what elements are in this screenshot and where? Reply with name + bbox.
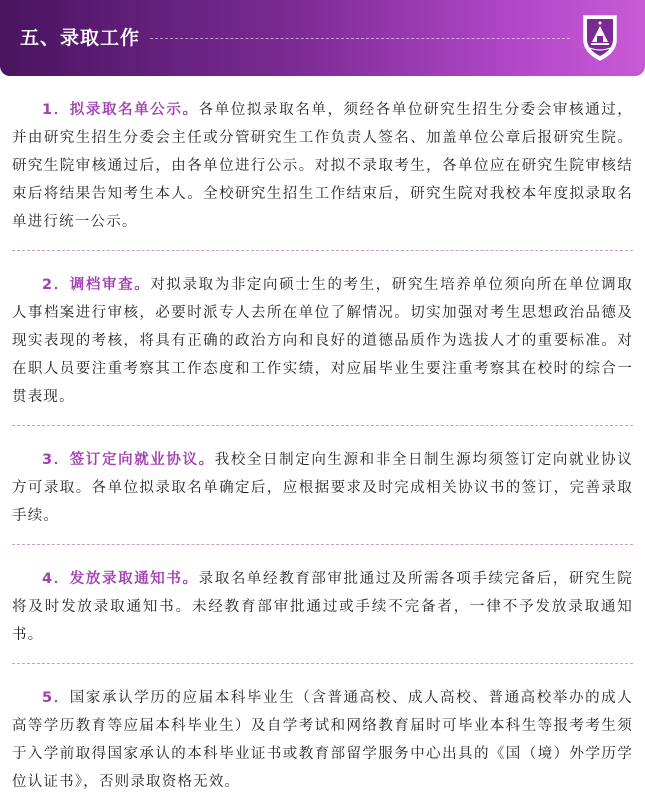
item-1-heading: 1．拟录取名单公示。 (42, 102, 199, 118)
item-2-heading: 2．调档审查。 (42, 277, 151, 293)
item-3-heading: 3．签订定向就业协议。 (42, 452, 215, 468)
item-4-body: 录取名单经教育部审批通过及所需各项手续完备后，研究生院将及时发放录取通知书。未经教育部审批通过或手续不完备者，一律不予发放录取通知书。 (12, 571, 633, 643)
item-3-body: 我校全日制定向生源和非全日制生源均须签订定向就业协议方可录取。各单位拟录取名单确定后，应根据要求及时完成相关协议书的签订，完善录取手续。 (12, 452, 633, 524)
item-1 (0, 76, 645, 250)
item-3 (0, 426, 645, 544)
item-1-body: 各单位拟录取名单，须经各单位研究生招生分委会审核通过，并由研究生招生分委会主任或分管研究生工作负责人签名、加盖单位公章后报研究生院。研究生院审核通过后，由各单位进行公示。对拟不录取考生，各单位应在研究生院审核结束后将结果告知考生本人。全校研究生招生工作结束后，研究生院对我校本年度拟录取名单进行统一公示。 (12, 102, 633, 230)
item-5-heading: 5． (42, 690, 70, 706)
item-5 (0, 664, 645, 810)
university-crest-icon (580, 12, 620, 62)
item-2-body: 对拟录取为非定向硕士生的考生，研究生培养单位须向所在单位调取人事档案进行审核，必要时派专人去所在单位了解情况。切实加强对考生思想政治品德及现实表现的考核，将具有正确的政治方向和良好的道德品质作为选拔人才的重要标准。对在职人员要注重考察其工作态度和工作实绩，对应届毕业生要注重考察其在校时的综合一贯表现。 (12, 277, 633, 405)
item-5-body: 国家承认学历的应届本科毕业生（含普通高校、成人高校、普通高校举办的成人高等学历教育等应届本科毕业生）及自学考试和网络教育届时可毕业本科生等报考考生须于入学前取得国家承认的本科毕业证书或教育部留学服务中心出具的《国（境）外学历学位认证书》，否则录取资格无效。 (12, 690, 633, 790)
item-2 (0, 251, 645, 425)
section-title: 五、录取工作 (20, 27, 141, 49)
item-4 (0, 545, 645, 663)
section-header (0, 0, 645, 76)
header-divider (150, 38, 570, 39)
content-area (0, 76, 645, 810)
item-4-heading: 4．发放录取通知书。 (42, 571, 199, 587)
